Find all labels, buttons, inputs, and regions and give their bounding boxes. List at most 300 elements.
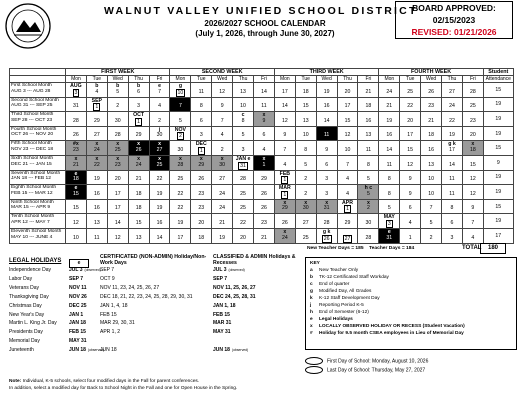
day-cell (358, 185, 379, 200)
day-cell (66, 155, 87, 170)
key-item (310, 323, 512, 330)
day-number: 9 (283, 132, 287, 139)
day-number: 14 (114, 219, 121, 226)
day-number: 13 (135, 234, 142, 241)
day-header: Thu (233, 76, 254, 83)
day-cell (462, 126, 483, 141)
day-number: 31 (73, 103, 79, 110)
day-number: 20 (407, 117, 414, 124)
classified-holiday-dates-text: DEC 24, 25, 28, 31 (213, 293, 256, 300)
day-mark: x (178, 155, 182, 162)
day-number: 31 (386, 234, 393, 241)
school-month-cell (10, 185, 66, 200)
day-number: 18 (365, 103, 372, 110)
day-cell (86, 141, 107, 156)
day-cell (149, 97, 170, 112)
board-approved-date: 02/15/2023 (432, 15, 476, 25)
day-cell (254, 199, 275, 214)
day-number: 24 (449, 103, 455, 110)
day-cell (128, 97, 149, 112)
day-header: Fri (358, 76, 379, 83)
certificated-holiday-dates-text: MAR 29, 30, 31 (100, 320, 135, 327)
day-cell (191, 112, 212, 127)
day-mark: x (325, 199, 329, 206)
legal-holiday-date-text: NOV 11 (69, 284, 87, 291)
classified-holiday-dates (213, 346, 248, 355)
day-cell (400, 199, 421, 214)
holiday-name-text: New Year's Day (9, 311, 45, 318)
day-mark: APR (342, 199, 353, 206)
classified-holidays-heading: CLASSIFIED & ADMIN Holidays & Recesses (213, 254, 296, 266)
day-number: 8 (304, 146, 308, 153)
day-cell (170, 228, 191, 243)
day-cell (442, 170, 463, 185)
day-cell (442, 141, 463, 156)
day-cell (316, 228, 337, 243)
total-label: TOTAL (462, 245, 482, 251)
calendar-grid (9, 68, 514, 244)
day-cell (191, 141, 212, 156)
day-cell (274, 170, 295, 185)
day-number: 24 (93, 146, 100, 153)
day-cell (462, 185, 483, 200)
certificated-holiday-dates-text: DEC 18, 21, 22, 23, 24, 25, 28, 29, 30, 31 (100, 293, 193, 300)
day-number: 2 (304, 176, 308, 183)
day-mark: AUG (70, 83, 82, 89)
day-cell (254, 97, 275, 112)
classified-holiday-dates (213, 266, 245, 275)
day-cell (66, 83, 87, 98)
key-symbol: c (310, 282, 313, 287)
classified-holiday-dates (213, 319, 233, 328)
day-number: 2 (429, 234, 433, 241)
day-number: 20 (114, 176, 121, 183)
note-line2: In addition, select a modified day for Back to School Night in the Fall and one for Open House in the Spring. (9, 385, 238, 391)
day-number: 24 (219, 190, 226, 197)
day-cell (400, 170, 421, 185)
day-number: 1 (283, 191, 287, 198)
day-mark: NOV (174, 126, 187, 133)
day-number: 30 (365, 219, 372, 226)
day-cell (337, 83, 358, 98)
day-number: 12 (114, 234, 121, 241)
legal-holiday-date-text: JAN 1 (69, 311, 84, 318)
day-number: 1 (408, 234, 412, 241)
day-number: 11 (386, 161, 392, 168)
school-month-range: DEC 21 --- JAN 15 (11, 161, 52, 167)
day-cell (358, 97, 379, 112)
holiday-name (9, 311, 44, 320)
day-cell (400, 214, 421, 229)
day-header: Mon (274, 76, 295, 83)
day-number: 3 (325, 190, 329, 197)
certificated-holiday-dates (100, 346, 117, 355)
day-cell (358, 141, 379, 156)
classified-holiday-dates (213, 302, 238, 311)
day-number: 7 (429, 205, 433, 212)
holiday-name (9, 319, 57, 328)
day-number: 5 (387, 205, 391, 212)
day-mark: DEC (195, 141, 207, 148)
day-cell (233, 141, 254, 156)
day-number: 21 (365, 88, 372, 95)
day-cell (254, 185, 275, 200)
day-cell (379, 185, 400, 200)
key-item (310, 309, 512, 316)
day-cell (295, 112, 316, 127)
attendance-count: 19 (483, 214, 513, 229)
legal-holiday-date-text: SEP 7 (69, 275, 84, 282)
day-mark: e (387, 228, 391, 235)
key-item (310, 316, 512, 323)
day-number: 15 (344, 117, 351, 124)
day-cell (358, 155, 379, 170)
day-cell (66, 126, 87, 141)
day-number: 29 (281, 205, 288, 212)
day-number: 12 (344, 132, 351, 139)
new-teacher-days: New Teacher Days = 185 (307, 246, 364, 251)
key-items (310, 267, 512, 337)
certificated-holiday-dates-text: JAN 1, 4, 18 (100, 302, 128, 309)
day-cell (191, 170, 212, 185)
day-mark: x (116, 155, 120, 162)
day-cell (462, 170, 483, 185)
day-cell (233, 170, 254, 185)
holiday-name (9, 337, 40, 346)
calendar-month-row (10, 170, 514, 185)
day-mark: x (283, 199, 287, 206)
day-cell (442, 199, 463, 214)
day-cell (337, 112, 358, 127)
day-number: 17 (281, 88, 288, 95)
day-number: 5 (178, 117, 182, 124)
day-cell (149, 83, 170, 98)
day-number: 2 (178, 133, 182, 140)
day-mark: c (241, 112, 245, 119)
school-month-name: Seventh School Month (11, 170, 61, 176)
day-number: 9 (262, 117, 266, 124)
day-number: 19 (219, 234, 226, 241)
day-number: 11 (365, 146, 372, 153)
day-cell (379, 112, 400, 127)
key-symbol: a (310, 268, 313, 273)
day-number: 16 (365, 117, 372, 124)
key-text: K-12 Staff Development Day (319, 296, 380, 301)
day-cell (254, 170, 275, 185)
day-header: Mon (170, 76, 191, 83)
teacher-days: Teacher Days = 184 (369, 246, 415, 251)
first-day-oval-icon (305, 357, 323, 365)
day-number: 26 (261, 190, 267, 197)
school-month-name: Sixth School Month (11, 155, 54, 161)
day-number: 25 (240, 205, 246, 212)
day-cell (66, 97, 87, 112)
day-number: 30 (177, 146, 184, 153)
school-month-name: Eighth School Month (11, 185, 57, 191)
day-number: 25 (302, 234, 309, 241)
day-cell (400, 185, 421, 200)
day-number: 24 (219, 205, 226, 212)
day-cell (316, 112, 337, 127)
day-cell (66, 170, 87, 185)
day-cell (274, 199, 295, 214)
classified-holiday-dates (213, 328, 233, 337)
school-month-name: Second School Month (11, 97, 59, 103)
day-number: 9 (408, 176, 412, 183)
day-cell (212, 126, 233, 141)
day-header: Mon (379, 76, 400, 83)
day-number: 13 (365, 132, 372, 139)
day-cell (233, 126, 254, 141)
day-number: 12 (469, 176, 476, 183)
day-number: 4 (262, 146, 266, 153)
day-number: 28 (469, 88, 476, 95)
day-cell (337, 141, 358, 156)
day-cell (379, 170, 400, 185)
day-cell (107, 141, 128, 156)
day-number: 1 (95, 104, 99, 111)
day-cell (170, 126, 191, 141)
day-number: 8 (241, 117, 245, 124)
legal-holiday-date-text: JAN 18 (69, 320, 86, 327)
day-number: 2 (220, 146, 224, 153)
day-mark: e (74, 185, 78, 192)
day-cell (86, 185, 107, 200)
legal-holiday-date (69, 284, 89, 293)
certificated-holiday-dates-text: JUN 18 (100, 347, 117, 354)
day-mark: MAY (383, 214, 395, 221)
school-month-name: Eleventh School Month (11, 228, 62, 234)
day-number: 21 (219, 219, 226, 226)
day-cell (128, 112, 149, 127)
day-cell (295, 83, 316, 98)
day-cell (316, 170, 337, 185)
day-number: 19 (156, 205, 163, 212)
day-mark: OCT (133, 112, 145, 119)
day-cell (400, 112, 421, 127)
total-value: 180 (480, 243, 506, 254)
holiday-name (9, 266, 51, 275)
day-cell (107, 112, 128, 127)
calendar-month-row (10, 112, 514, 127)
note-line1: Individual, K-5 schools, select four modified days in the Fall for parent conferences. (22, 379, 200, 384)
day-number: 20 (198, 219, 205, 226)
day-cell (233, 199, 254, 214)
day-number: 6 (199, 117, 203, 124)
classified-holiday-dates-text: MAY 31 (213, 329, 231, 336)
day-number: 16 (93, 190, 100, 197)
day-cell (86, 228, 107, 243)
day-cell (400, 83, 421, 98)
day-number: 4 (408, 219, 412, 226)
day-number: 18 (73, 176, 79, 183)
day-cell (128, 83, 149, 98)
day-number: 8 (199, 103, 203, 110)
day-number: 23 (469, 117, 476, 124)
day-number: 27 (344, 235, 351, 242)
day-number: 4 (346, 190, 349, 197)
day-cell (337, 199, 358, 214)
day-cell (316, 97, 337, 112)
day-cell (316, 185, 337, 200)
day-number: 17 (114, 205, 121, 212)
day-number: 15 (73, 190, 79, 197)
day-cell (107, 214, 128, 229)
first-day-row (305, 357, 428, 366)
attendance-count: 9 (483, 155, 513, 170)
day-mark: x (220, 155, 224, 162)
day-cell (295, 126, 316, 141)
day-mark: x (137, 155, 141, 162)
day-header: Tue (191, 76, 212, 83)
certificated-holiday-dates (100, 311, 117, 320)
day-cell (337, 155, 358, 170)
certificated-holiday-dates-text: SEP 7 (100, 267, 115, 273)
school-month-cell (10, 199, 66, 214)
legal-holiday-date-text: JUL 3 (69, 267, 83, 273)
day-cell (107, 155, 128, 170)
day-number: 4 (283, 161, 287, 168)
day-cell (379, 97, 400, 112)
holiday-name (9, 275, 32, 284)
day-cell (128, 199, 149, 214)
day-cell (254, 155, 275, 170)
day-cell (212, 97, 233, 112)
day-cell (400, 126, 421, 141)
day-cell (170, 199, 191, 214)
day-cell (462, 199, 483, 214)
certificated-holiday-dates-text: NOV 11, 23, 24, 25, 26, 27 (100, 284, 160, 291)
day-cell (295, 155, 316, 170)
day-number: 26 (73, 132, 79, 139)
day-cell (274, 83, 295, 98)
school-month-name: Fifth School Month (11, 141, 52, 147)
day-mark: x (95, 155, 99, 162)
day-number: 22 (93, 161, 100, 168)
day-cell (191, 185, 212, 200)
day-number: 2 (366, 205, 370, 212)
day-cell (212, 83, 233, 98)
classified-holiday-dates-text: FEB 15 (213, 311, 230, 318)
day-cell (212, 228, 233, 243)
day-cell (337, 170, 358, 185)
attendance-count: 19 (483, 97, 513, 112)
day-cell (107, 97, 128, 112)
day-cell (86, 112, 107, 127)
day-cell (170, 185, 191, 200)
day-number: 8 (387, 190, 391, 197)
day-cell (233, 112, 254, 127)
key-symbol: g (310, 289, 313, 294)
day-number: 30 (219, 161, 226, 168)
day-cell (170, 170, 191, 185)
key-symbol: j (310, 303, 312, 308)
day-cell (128, 141, 149, 156)
day-cell (462, 141, 483, 156)
day-number: 7 (471, 219, 475, 226)
day-cell (191, 97, 212, 112)
day-mark: x (262, 112, 266, 119)
key-item (310, 274, 512, 281)
attendance-count: 15 (483, 199, 513, 214)
day-number: 25 (240, 190, 246, 197)
classified-holiday-dates-text: JUN 18 (213, 347, 230, 354)
corner-cell (10, 69, 66, 76)
school-month-cell (10, 97, 66, 112)
day-cell (128, 214, 149, 229)
day-number: 11 (198, 88, 204, 95)
classified-holiday-dates-text: MAR 31 (213, 320, 232, 327)
day-header: Tue (86, 76, 107, 83)
legal-holiday-symbol: e (69, 259, 89, 268)
day-cell (274, 97, 295, 112)
day-cell (462, 97, 483, 112)
day-number: 11 (261, 103, 267, 110)
day-cell (149, 141, 170, 156)
day-cell (254, 112, 275, 127)
key-text: New Teacher Only (319, 268, 359, 273)
legal-holiday-date-text: JUN 18 (69, 347, 86, 354)
day-cell (358, 170, 379, 185)
legal-holiday-date-text: DEC 25 (69, 302, 87, 309)
day-number: 23 (114, 161, 121, 168)
day-cell (149, 228, 170, 243)
key-text: Modified Day, All Grades (319, 289, 372, 294)
day-cell (66, 141, 87, 156)
day-number: 27 (219, 176, 226, 183)
day-mark: MAR (278, 185, 291, 192)
certificated-holidays-heading: CERTIFICATED (NON-ADMIN) Holiday/Non-Work Days (100, 254, 207, 266)
day-number: 15 (469, 161, 476, 168)
day-cell (128, 155, 149, 170)
board-approval-box (395, 1, 513, 39)
school-month-range: MAR 15 --- APR 9 (11, 205, 51, 211)
day-number: 14 (323, 117, 330, 124)
day-number: 26 (135, 146, 142, 153)
day-mark: x (199, 155, 203, 162)
day-number: 26 (428, 88, 434, 95)
day-number: 5 (116, 88, 120, 95)
day-cell (149, 185, 170, 200)
day-header: Fri (149, 76, 170, 83)
day-number: 18 (135, 205, 142, 212)
observed-note: (observed) (231, 348, 249, 353)
day-number: 2 (116, 103, 120, 110)
day-mark: x (471, 141, 475, 148)
day-number: 18 (302, 88, 309, 95)
day-number: 28 (240, 176, 246, 183)
last-day-row (305, 366, 428, 375)
day-header: Fri (254, 76, 275, 83)
day-mark: g k (322, 228, 331, 235)
key-text: TK-12 Certificated Staff Workday (319, 275, 389, 280)
day-cell (149, 214, 170, 229)
day-cell (274, 112, 295, 127)
day-number: 3 (199, 132, 203, 139)
day-number: 5 (366, 176, 370, 183)
day-number: 18 (428, 132, 434, 139)
classified-holiday-dates-text: SEP 7 (213, 275, 228, 282)
school-month-name: Tenth School Month (11, 214, 55, 220)
day-cell (421, 155, 442, 170)
day-cell (421, 185, 442, 200)
day-mark: j (158, 126, 161, 133)
day-cell (170, 141, 191, 156)
day-number: 18 (198, 234, 205, 241)
day-mark: e (74, 170, 78, 177)
day-number: 22 (156, 176, 163, 183)
day-number: 12 (73, 219, 79, 226)
